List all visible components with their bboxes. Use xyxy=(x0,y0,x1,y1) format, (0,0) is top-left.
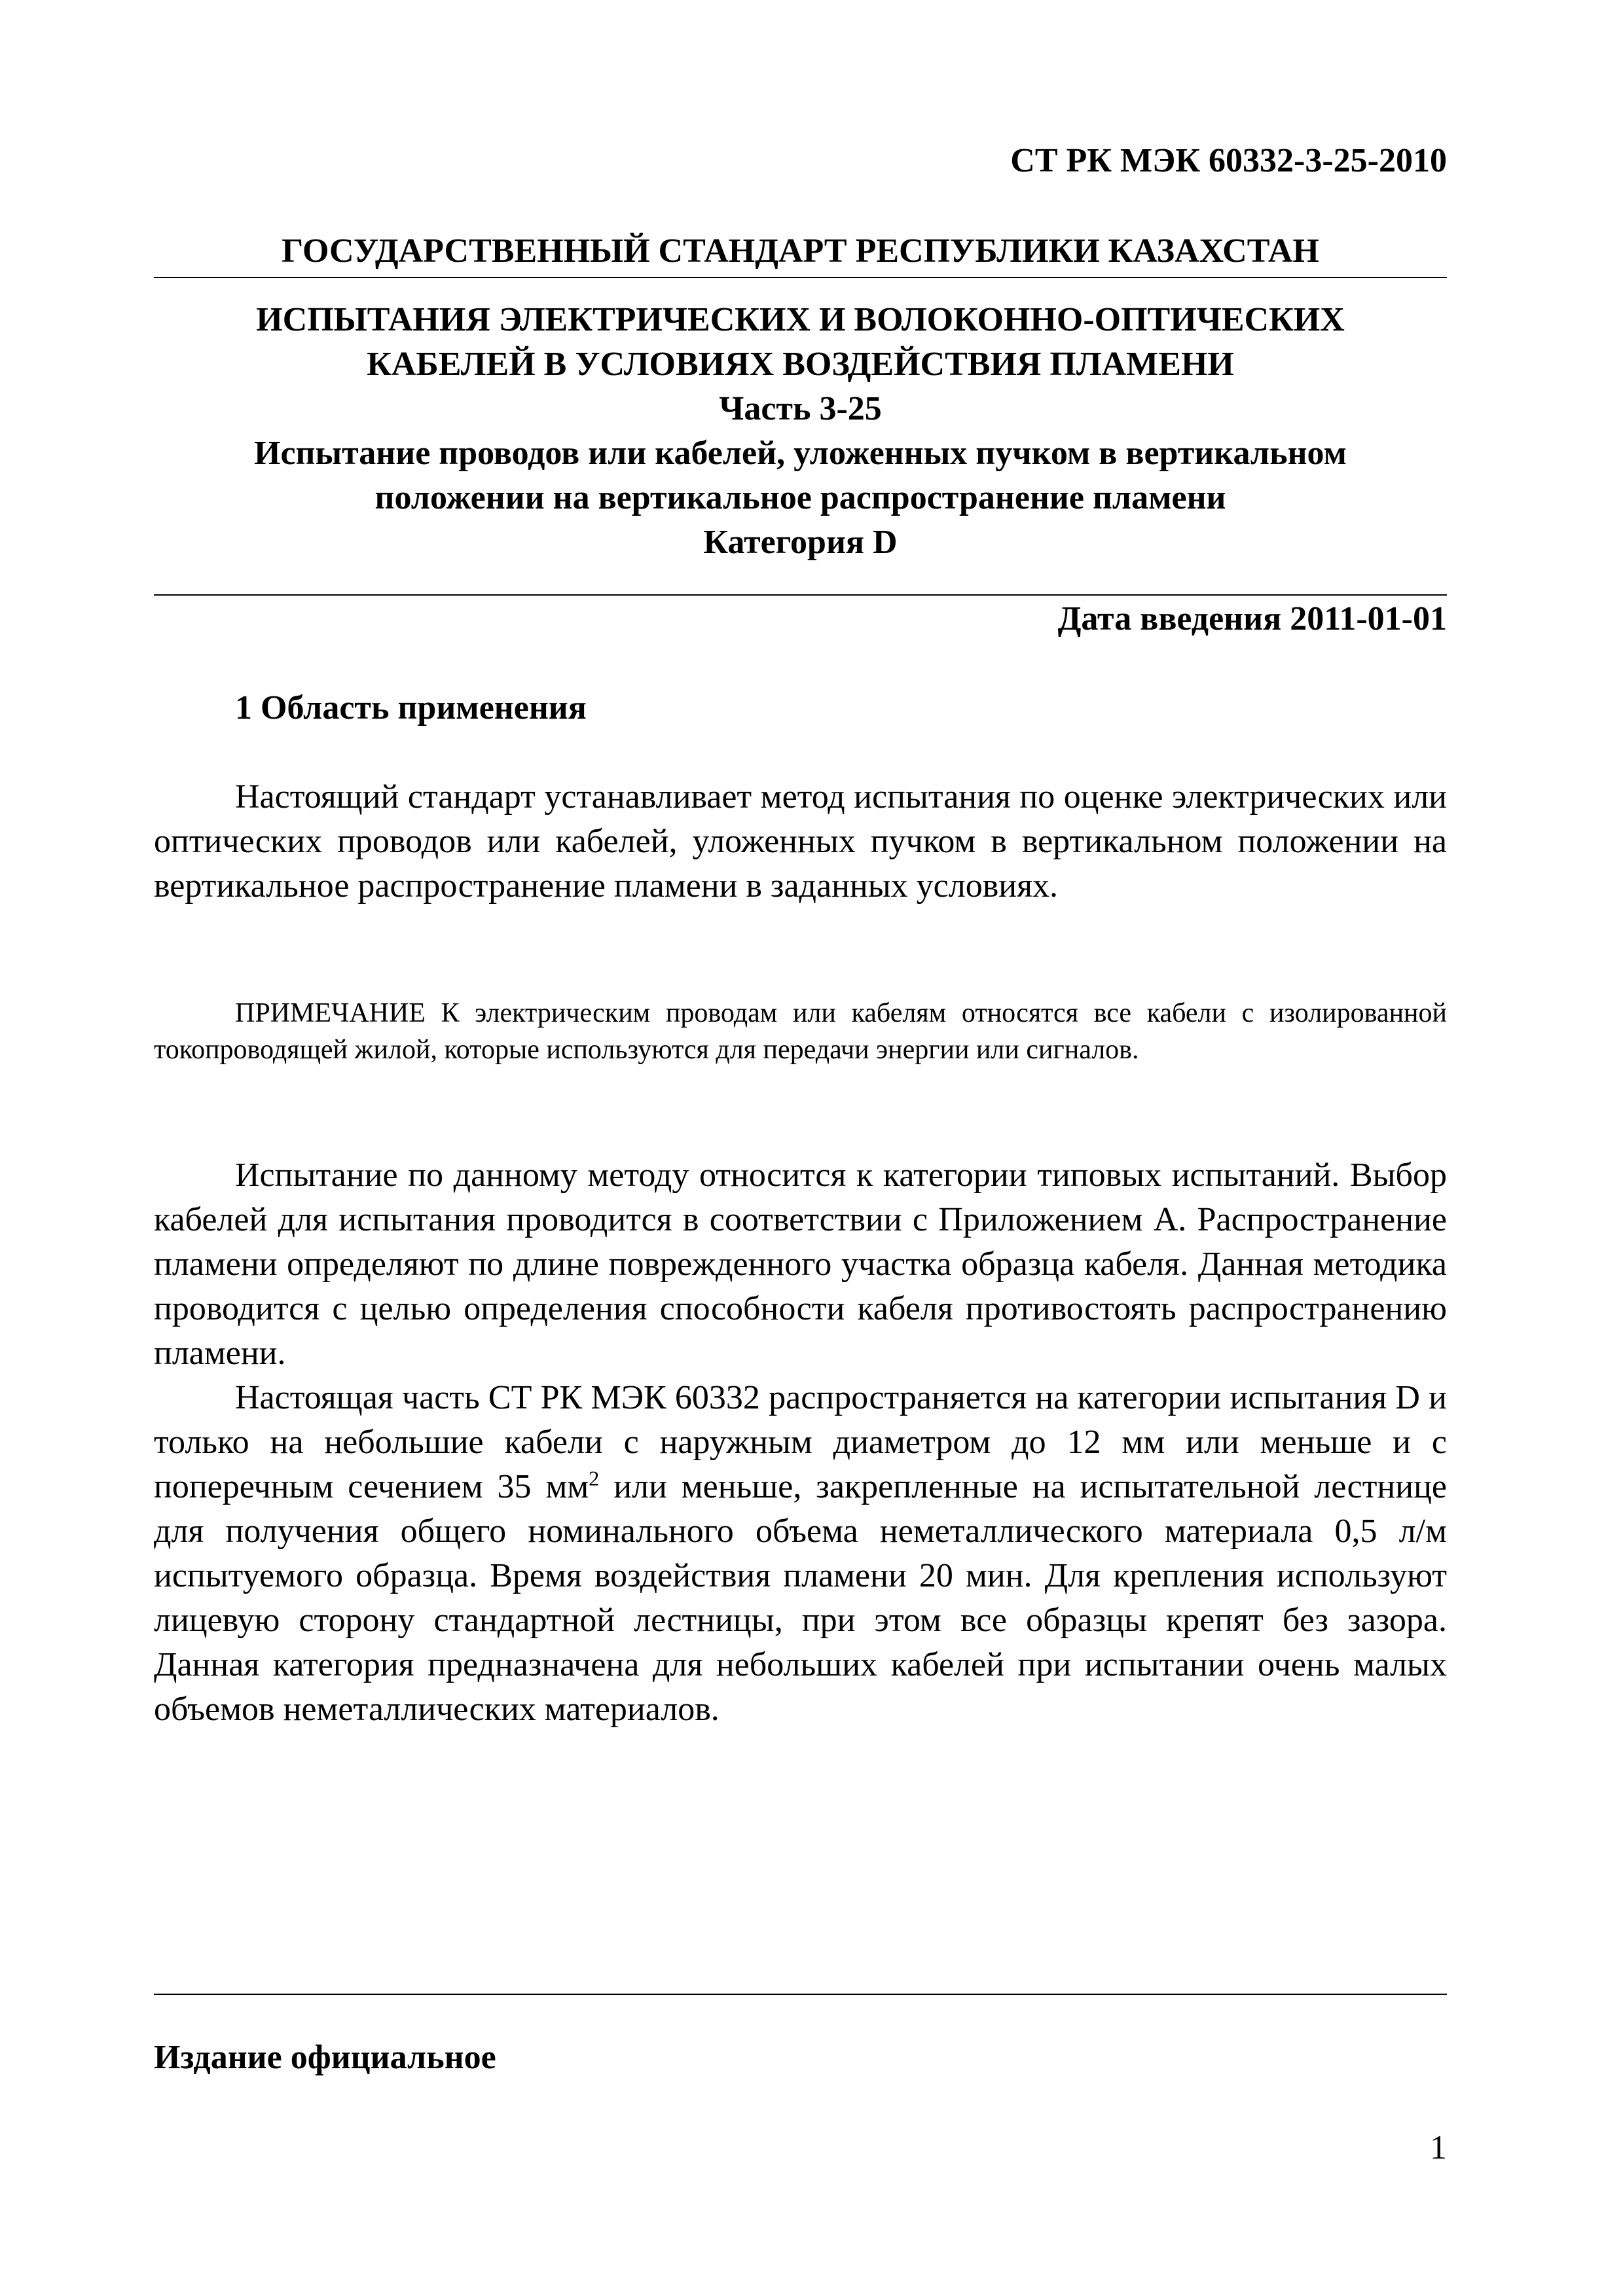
state-standard-heading: ГОСУДАРСТВЕННЫЙ СТАНДАРТ РЕСПУБЛИКИ КАЗАХСТАН xyxy=(282,232,1319,270)
title-line-2: КАБЕЛЕЙ В УСЛОВИЯХ ВОЗДЕЙСТВИЯ ПЛАМЕНИ xyxy=(367,346,1234,383)
official-edition-label: Издание официальное xyxy=(154,2039,496,2076)
superscript: 2 xyxy=(589,1466,600,1490)
header-divider xyxy=(154,277,1447,278)
title-category: Категория D xyxy=(703,524,898,561)
title-divider xyxy=(154,594,1447,596)
scope-paragraph-2 xyxy=(154,1153,1447,1376)
paragraph-text xyxy=(154,1376,1447,1732)
introduction-date: Дата введения 2011-01-01 xyxy=(1057,600,1447,637)
scope-paragraph-3 xyxy=(154,1376,1447,1732)
footer-divider xyxy=(154,1994,1447,1995)
paragraph-text: Настоящий стандарт устанавливает метод испытания по оценке электрических или оптических проводов или кабелей, уложенных пучком в вертикальном положении на вертикальное распространение пламени в заданных условиях. xyxy=(154,778,1447,905)
title-line-1: ИСПЫТАНИЯ ЭЛЕКТРИЧЕСКИХ И ВОЛОКОННО-ОПТИЧЕСКИХ xyxy=(256,301,1345,338)
section-heading: 1 Область применения xyxy=(235,689,587,726)
note-paragraph: ПРИМЕЧАНИЕ К электрическим проводам или кабелям относятся все кабели с изолированной токопроводящей жилой, которые используются для передачи энергии или сигналов. xyxy=(154,998,1447,1065)
scope-paragraph-1 xyxy=(154,775,1447,908)
paragraph-text-part-2: или меньше, закрепленные на испытательной лестнице для получения общего номинального объема неметаллического материала 0,5 л/м испытуемого образца. Время воздействия пламени 20 мин. Для крепления используют лицевую сторону стандартной лестницы, при этом все образцы крепят без зазора. Данная категория предназначена для небольших кабелей при испытании очень малых объемов неметаллических материалов. xyxy=(154,1468,1447,1728)
title-part: Часть 3-25 xyxy=(719,390,882,427)
paragraph-text-part-1: Настоящая часть СТ РК МЭК 60332 распространяется на категории испытания D и только на небольшие кабели с наружным диаметром до 12 мм или меньше и с поперечным сечением 35 мм xyxy=(154,1379,1447,1505)
standard-designation: СТ РК МЭК 60332-3-25-2010 xyxy=(1010,142,1447,179)
subtitle-line-1: Испытание проводов или кабелей, уложенных пучком в вертикальном xyxy=(254,435,1347,472)
subtitle-line-2: положении на вертикальное распространение пламени xyxy=(374,479,1226,516)
paragraph-text: Испытание по данному методу относится к категории типовых испытаний. Выбор кабелей для испытания проводится в соответствии с Приложением А. Распространение пламени определяют по длине поврежденного участка образца кабеля. Данная методика проводится с целью определения способности кабеля противостоять распространению пламени. xyxy=(154,1157,1447,1372)
document-title xyxy=(154,298,1447,565)
page-number: 1 xyxy=(1430,2129,1447,2166)
